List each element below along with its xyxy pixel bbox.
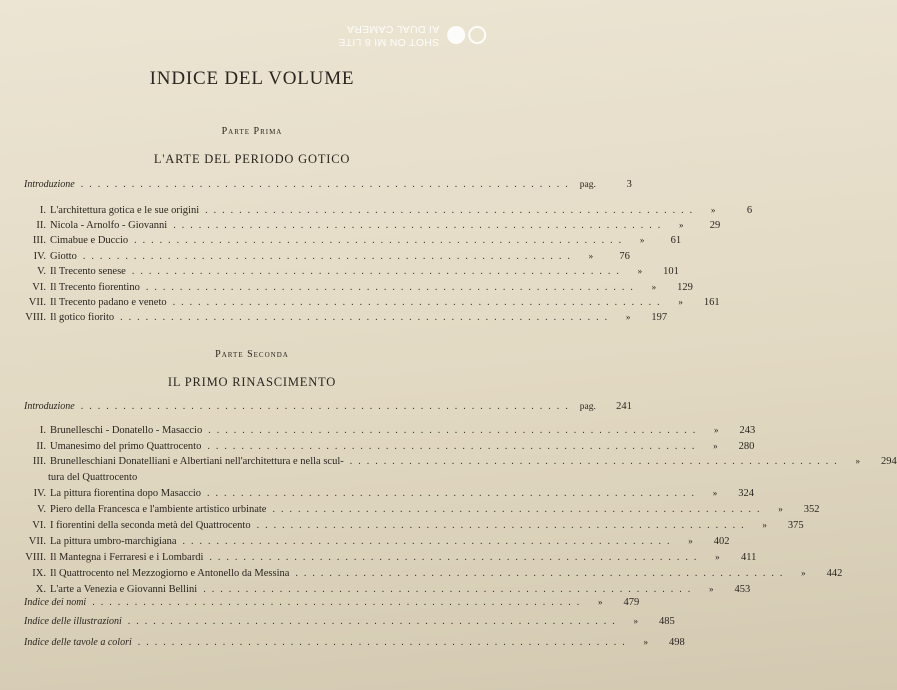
toc-entry-index	[24, 615, 675, 628]
chapter-number: VIII.	[25, 312, 46, 323]
page-number: 324	[738, 488, 755, 499]
dot-leader: ..........................................................	[208, 425, 702, 436]
chapter-number: VI.	[32, 520, 46, 531]
chapter-number: V.	[37, 266, 46, 277]
ditto-mark: »	[597, 597, 603, 607]
entry-label: La pittura fiorentina dopo Masaccio	[50, 488, 202, 499]
chapter-number: VII.	[28, 297, 46, 308]
page-number: 197	[651, 312, 668, 323]
ditto-mark: »	[778, 504, 783, 514]
chapter-number: IV.	[33, 488, 46, 499]
dot-leader: ..........................................................	[173, 220, 667, 231]
entry-label-continuation: tura del Quattrocento	[48, 472, 138, 483]
ditto-mark: »	[713, 425, 719, 435]
ditto-mark: »	[588, 251, 594, 261]
ditto-mark: »	[643, 637, 648, 647]
entry-label: Cimabue e Duccio	[50, 235, 129, 246]
page-number: 485	[659, 616, 675, 627]
page-number: 241	[616, 401, 632, 412]
part-one-label: Parte Prima	[221, 126, 283, 137]
entry-label: Indice delle illustrazioni	[24, 616, 122, 627]
page-number: 161	[703, 297, 720, 308]
toc-entry	[24, 551, 757, 564]
page-number: 61	[670, 235, 682, 246]
toc-entry	[24, 219, 721, 232]
page-number: 129	[677, 282, 693, 293]
entry-label: Indice delle tavole a colori	[24, 637, 132, 648]
toc-entry-intro-part-two	[24, 400, 632, 414]
part-one-title: L'ARTE DEL PERIODO GOTICO	[153, 152, 351, 166]
chapter-number: X.	[35, 584, 46, 595]
ditto-mark: »	[715, 552, 720, 562]
toc-entry	[24, 234, 682, 247]
page-number: 453	[734, 584, 751, 595]
toc-entry	[24, 487, 755, 500]
dot-leader: ..........................................................	[134, 235, 628, 246]
entry-label: Il gotico fiorito	[50, 312, 115, 323]
dot-leader: ..........................................................	[272, 504, 766, 515]
entry-label: Introduzione	[24, 401, 75, 412]
entry-label: Il Trecento senese	[50, 266, 126, 277]
entry-label: Piero della Francesca e l'ambiente artistico urbinate	[50, 504, 267, 515]
chapter-number: II.	[36, 220, 46, 231]
page-number: 411	[741, 552, 757, 563]
ditto-mark: »	[855, 456, 860, 466]
dot-leader: ..........................................................	[172, 297, 666, 308]
page-number: 243	[739, 425, 756, 436]
page-number: 294	[881, 456, 897, 467]
toc-entry	[24, 503, 820, 516]
page-number: 29	[709, 220, 721, 231]
toc-entry	[24, 567, 843, 580]
dot-leader: ..........................................................	[256, 520, 750, 531]
entry-label: Giotto	[50, 251, 77, 262]
dot-leader: ..........................................................	[131, 266, 625, 277]
chapter-number: VIII.	[25, 552, 46, 563]
page-number: 375	[787, 520, 804, 531]
toc-entry	[24, 265, 679, 278]
entry-label: Il Quattrocento nel Mezzogiorno e Antonello da Messina	[50, 568, 290, 579]
dot-leader: ..........................................................	[295, 568, 789, 579]
toc-entry	[24, 250, 630, 263]
page-number: 101	[663, 266, 679, 277]
dot-leader: ..........................................................	[349, 456, 843, 467]
entry-label: Introduzione	[24, 179, 75, 190]
toc-entry	[24, 204, 753, 217]
toc-entry	[24, 311, 668, 324]
ditto-mark: »	[801, 568, 806, 578]
page-number: 280	[738, 441, 755, 452]
page-number: 3	[626, 179, 632, 190]
chapter-number: I.	[39, 425, 46, 436]
toc-entry	[24, 424, 756, 437]
dot-leader: ..........................................................	[145, 282, 639, 293]
entry-label: Il Trecento padano e veneto	[50, 297, 167, 308]
dot-leader: ..........................................................	[80, 179, 574, 190]
entry-label: Il Mantegna i Ferraresi e i Lombardi	[50, 552, 204, 563]
entry-label: Umanesimo del primo Quattrocento	[50, 441, 202, 452]
part-two-title: IL PRIMO RINASCIMENTO	[167, 375, 337, 389]
dot-leader: ..........................................................	[182, 536, 676, 547]
ditto-mark: »	[651, 282, 657, 292]
ditto-mark: »	[712, 488, 718, 498]
dot-leader: ..........................................................	[80, 401, 574, 412]
chapter-number: I.	[39, 205, 46, 216]
chapter-number: VI.	[32, 282, 46, 293]
ditto-mark: »	[639, 235, 645, 245]
ditto-mark: »	[713, 441, 718, 451]
toc-entry	[24, 281, 693, 294]
camera-logo-icon	[447, 26, 486, 44]
ditto-mark: »	[637, 266, 643, 276]
chapter-number: III.	[32, 235, 46, 246]
toc-entry-intro-part-one	[24, 178, 632, 192]
chapter-number: II.	[36, 441, 46, 452]
ditto-mark: »	[625, 312, 631, 322]
camera-watermark	[338, 22, 486, 48]
entry-label: L'arte a Venezia e Giovanni Bellini	[50, 584, 198, 595]
dot-leader: ..........................................................	[82, 251, 576, 262]
dot-leader: ..........................................................	[120, 312, 614, 323]
page-number: 402	[713, 536, 730, 547]
dot-leader: ..........................................................	[137, 637, 631, 648]
page-number: 498	[669, 637, 685, 648]
toc-entry	[24, 440, 755, 453]
entry-label: Nicola - Arnolfo - Giovanni	[50, 220, 168, 231]
ditto-mark: »	[708, 584, 714, 594]
chapter-number: VII.	[28, 536, 46, 547]
page-number: 442	[826, 568, 843, 579]
entry-label: Brunelleschiani Donatelliani e Albertiani nell'architettura e nella scul-	[50, 456, 344, 467]
ditto-mark: »	[688, 536, 693, 546]
watermark-line-2: AI DUAL CAMERA	[346, 23, 439, 35]
entry-label: I fiorentini della seconda metà del Quattrocento	[50, 520, 251, 531]
toc-entry-index	[24, 636, 685, 649]
pag-abbrev: pag.	[579, 180, 596, 190]
pag-abbrev: pag.	[579, 402, 596, 412]
toc-entry	[24, 455, 897, 468]
ditto-mark: »	[762, 520, 767, 530]
dot-leader: ..........................................................	[203, 584, 697, 595]
page-number: 479	[623, 597, 640, 608]
dot-leader: ..........................................................	[205, 205, 699, 216]
chapter-number: V.	[37, 504, 46, 515]
dot-leader: ..........................................................	[207, 441, 701, 452]
ditto-mark: »	[710, 205, 716, 215]
toc-entry	[24, 296, 720, 309]
watermark-line-1: SHOT ON MI 8 LITE	[337, 36, 439, 48]
page-number: 352	[803, 504, 820, 515]
toc-entry	[24, 519, 804, 532]
dot-leader: ..........................................................	[207, 488, 701, 499]
dot-leader: ..........................................................	[92, 597, 586, 608]
entry-label: Il Trecento fiorentino	[50, 282, 140, 293]
toc-entry-index	[24, 596, 640, 609]
part-two-label: Parte Seconda	[215, 349, 289, 360]
chapter-number: IX.	[32, 568, 46, 579]
chapter-number: III.	[32, 456, 46, 467]
ditto-mark: »	[678, 297, 683, 307]
ditto-mark: »	[633, 616, 639, 626]
dot-leader: ..........................................................	[209, 552, 703, 563]
entry-label: Brunelleschi - Donatello - Masaccio	[50, 425, 203, 436]
page-title: INDICE DEL VOLUME	[149, 68, 355, 89]
chapter-number: IV.	[33, 251, 46, 262]
page-number: 76	[619, 251, 630, 262]
dot-leader: ..........................................................	[127, 616, 621, 627]
entry-label: Indice dei nomi	[24, 597, 87, 608]
entry-label: La pittura umbro-marchigiana	[50, 536, 177, 547]
entry-label: L'architettura gotica e le sue origini	[50, 205, 200, 216]
page-number: 6	[746, 205, 753, 216]
ditto-mark: »	[678, 220, 684, 230]
toc-entry	[24, 583, 751, 596]
toc-entry	[24, 535, 730, 548]
